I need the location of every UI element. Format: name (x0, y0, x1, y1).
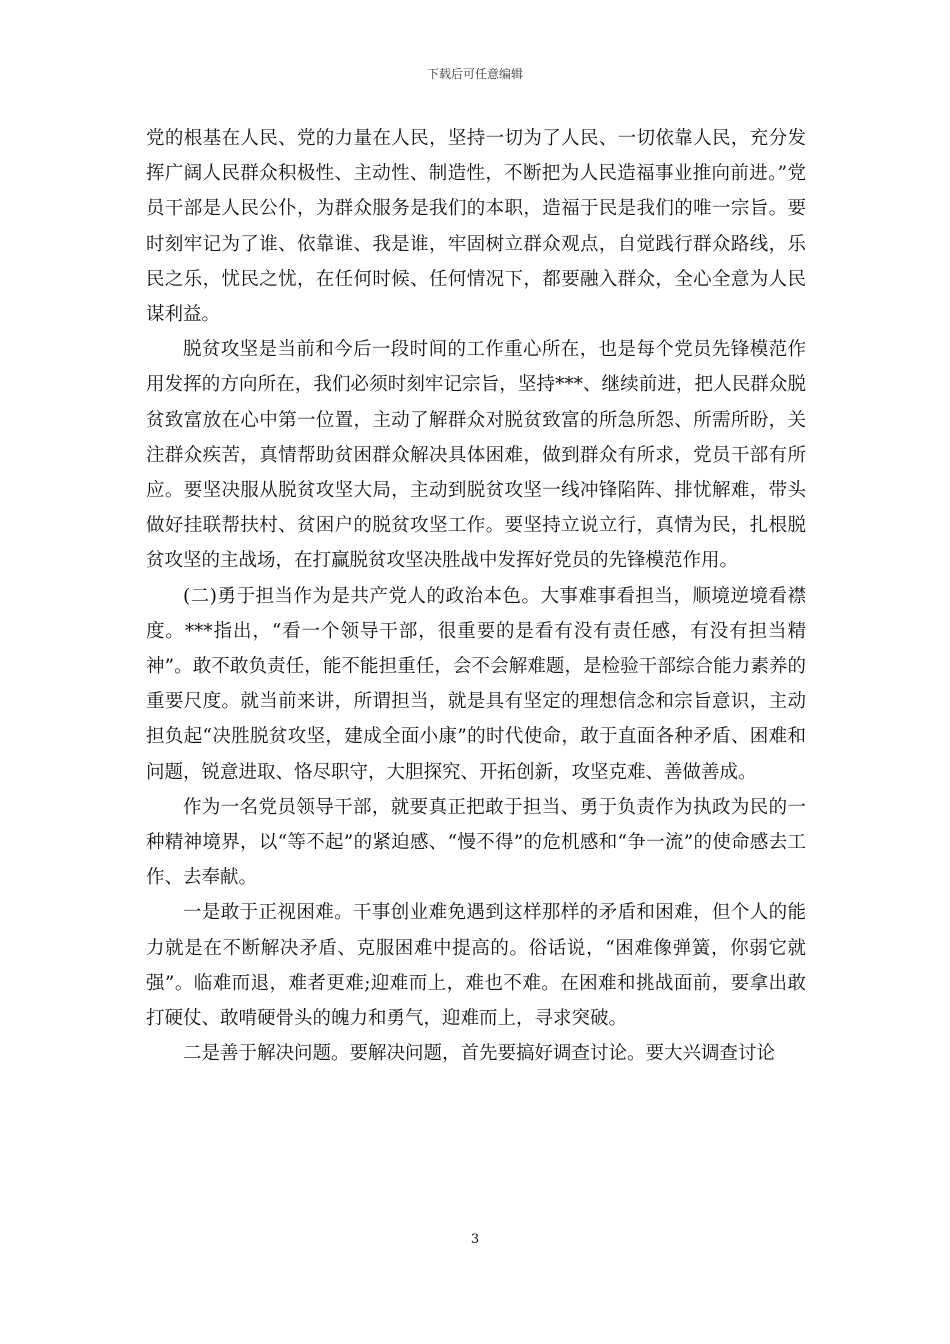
paragraph-5: 一是敢于正视困难。干事创业难免遇到这样那样的矛盾和困难，但个人的能力就是在不断解决矛盾、克服困难中提高的。俗话说，“困难像弹簧，你弱它就强”。临难而退，难者更难;迎难而上，难也不难。在困难和挑战面前，要拿出敢打硬仗、敢啃硬骨头的魄力和勇气，迎难而上，寻求突破。 (146, 902, 806, 1030)
paragraph-1: 党的根基在人民、党的力量在人民，坚持一切为了人民、一切依靠人民，充分发挥广阔人民群众积极性、主动性、制造性，不断把为人民造福事业推向前进。”党员干部是人民公仆，为群众服务是我们的本职，造福于民是我们的唯一宗旨。要时刻牢记为了谁、依靠谁、我是谁，牢固树立群众观点，自觉践行群众路线，乐民之乐，忧民之忧，在任何时候、任何情况下，都要融入群众，全心全意为人民谋利益。 (146, 128, 806, 326)
document-body (146, 121, 806, 1071)
page-header: 下载后可任意编辑 (426, 67, 523, 81)
paragraph-2: 脱贫攻坚是当前和今后一段时间的工作重心所在，也是每个党员先锋模范作用发挥的方向所在，我们必须时刻牢记宗旨，坚持***、继续前进，把人民群众脱贫致富放在心中第一位置，主动了解群众对脱贫致富的所急所怨、所需所盼，关注群众疾苦，真情帮助贫困群众解决具体困难，做到群众有所求，党员干部有所应。要坚决服从脱贫攻坚大局，主动到脱贫攻坚一线冲锋陷阵、排忧解难，带头做好挂联帮扶村、贫困户的脱贫攻坚工作。要坚持立说立行，真情为民，扎根脱贫攻坚的主战场，在打赢脱贫攻坚决胜战中发挥好党员的先锋模范作用。 (146, 339, 806, 572)
paragraph-6: 二是善于解决问题。要解决问题，首先要搞好调查讨论。要大兴调查讨论 (183, 1043, 776, 1065)
paragraph-3: (二)勇于担当作为是共产党人的政治本色。大事难事看担当，顺境逆境看襟度。***指出，“看一个领导干部，很重要的是看有没有责任感，有没有担当精神”。敢不敢负责任，能不能担重任，会不会解难题，是检验干部综合能力素养的重要尺度。就当前来讲，所谓担当，就是具有坚定的理想信念和宗旨意识，主动担负起“决胜脱贫攻坚，建成全面小康”的时代使命，敢于直面各种矛盾、困难和问题，锐意进取、恪尽职守，大胆探究、开拓创新，攻坚克难、善做善成。 (146, 585, 806, 783)
paragraph-4: 作为一名党员领导干部，就要真正把敢于担当、勇于负责作为执政为民的一种精神境界，以“等不起”的紧迫感、“慢不得”的危机感和“争一流”的使命感去工作、去奉献。 (146, 796, 806, 889)
page-number: 3 (470, 1232, 480, 1247)
